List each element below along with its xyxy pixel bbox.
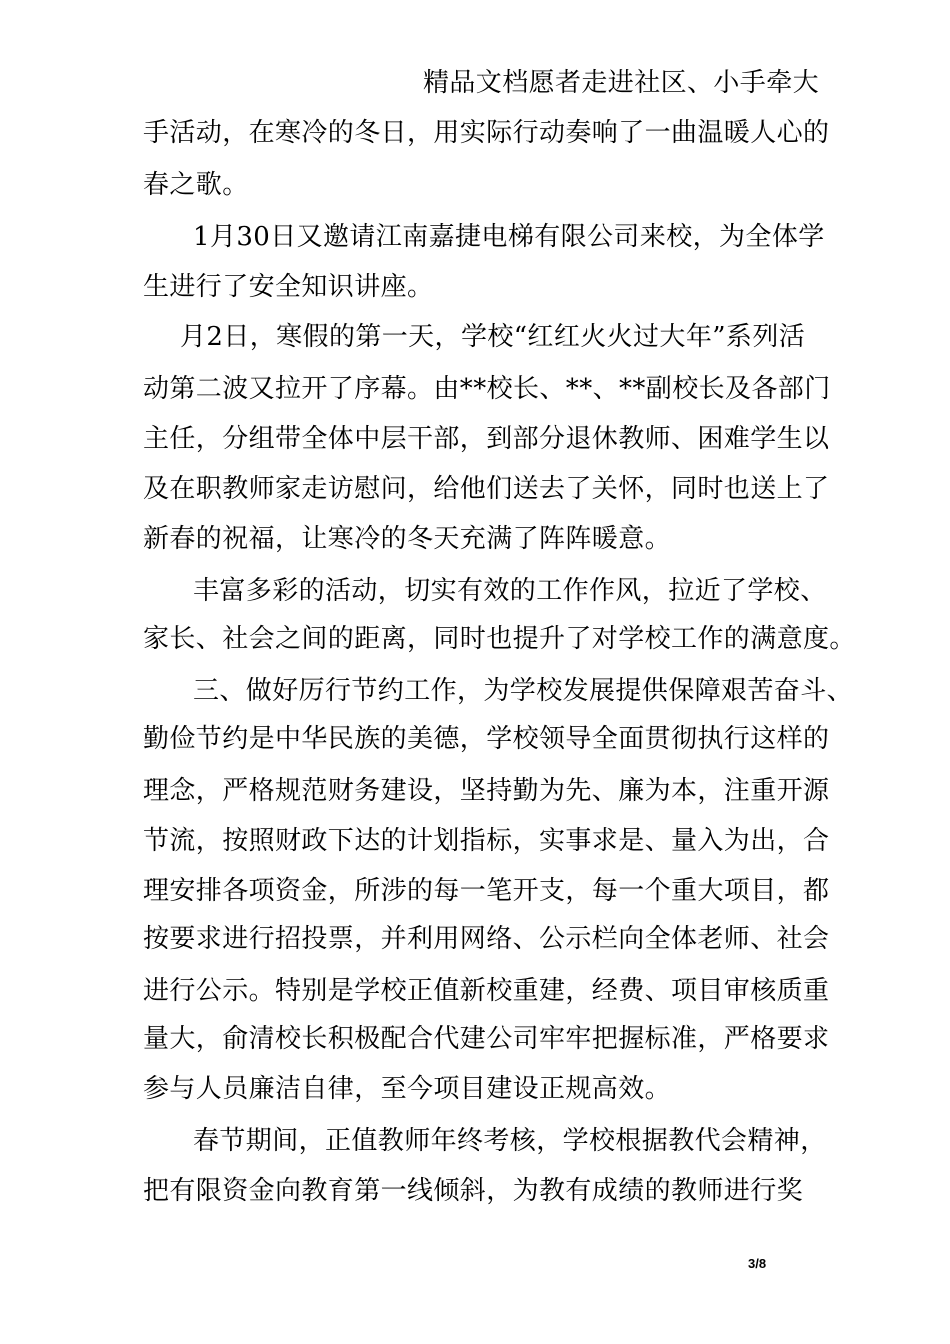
text-line-10: 新春的祝福，让寒冷的冬天充满了阵阵暖意。: [143, 524, 672, 554]
text-line-3: 春之歌。: [143, 170, 249, 200]
text-line-9: 及在职教师家走访慰问，给他们送去了关怀，同时也送上了: [143, 474, 830, 504]
text-line-5: 生进行了安全知识讲座。: [143, 272, 434, 302]
text-line-12: 家长、社会之间的距离，同时也提升了对学校工作的满意度。: [143, 624, 856, 654]
text-line-6: 月2日，寒假的第一天，学校“红红火火过大年”系列活: [180, 322, 806, 352]
text-line-14: 勤俭节约是中华民族的美德，学校领导全面贯彻执行这样的: [143, 724, 830, 754]
text-line-17: 理安排各项资金，所涉的每一笔开支，每一个重大项目，都: [143, 876, 830, 906]
text-line-18: 按要求进行招投票，并利用网络、公示栏向全体老师、社会: [143, 924, 830, 954]
text-line-7: 动第二波又拉开了序幕。由**校长、**、**副校长及各部门: [143, 374, 831, 404]
text-line-20: 量大，俞清校长积极配合代建公司牢牢把握标准，严格要求: [143, 1024, 830, 1054]
text-line-22: 春节期间，正值教师年终考核，学校根据教代会精神，: [193, 1126, 827, 1156]
text-line-2: 手活动，在寒冷的冬日，用实际行动奏响了一曲温暖人心的: [143, 118, 830, 148]
text-line-15: 理念，严格规范财务建设，坚持勤为先、廉为本，注重开源: [143, 776, 830, 806]
text-line-4: 1月30日又邀请江南嘉捷电梯有限公司来校，为全体学: [193, 222, 825, 252]
text-line-16: 节流，按照财政下达的计划指标，实事求是、量入为出，合: [143, 826, 830, 856]
text-line-19: 进行公示。特别是学校正值新校重建，经费、项目审核质重: [143, 976, 830, 1006]
text-line-21: 参与人员廉洁自律，至今项目建设正规高效。: [143, 1074, 672, 1104]
text-line-23: 把有限资金向教育第一线倾斜，为教有成绩的教师进行奖: [143, 1176, 804, 1206]
text-line-13: 三、做好厉行节约工作，为学校发展提供保障艰苦奋斗、: [193, 676, 854, 706]
text-line-1: 精品文档愿者走进社区、小手牵大: [423, 68, 820, 98]
text-line-8: 主任，分组带全体中层干部，到部分退休教师、困难学生以: [143, 424, 830, 454]
text-line-11: 丰富多彩的活动，切实有效的工作作风，拉近了学校、: [193, 576, 827, 606]
page-number: 3/8: [748, 1256, 767, 1271]
